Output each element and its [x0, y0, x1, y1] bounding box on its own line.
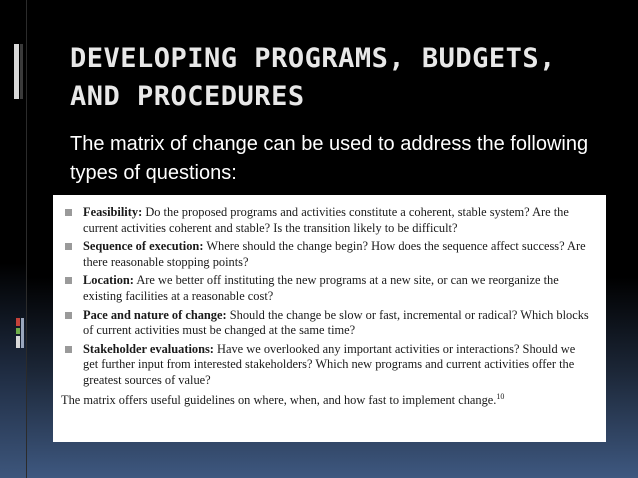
title-line: AND PROCEDURES	[70, 81, 305, 112]
list-item	[83, 342, 592, 389]
item-text: Have we overlooked any important activities or interactions? Should we get further input from interested stakeholders? Which new programs and current activities offer the greatest sources of value?	[83, 341, 576, 387]
accent-mark	[21, 318, 24, 348]
accent-mark	[14, 44, 19, 99]
list-item	[83, 205, 592, 236]
square-bullet-icon	[65, 312, 72, 319]
item-term: Location:	[83, 273, 134, 288]
list-item	[83, 308, 592, 339]
square-bullet-icon	[65, 277, 72, 284]
questions-panel	[53, 195, 606, 442]
square-bullet-icon	[65, 243, 72, 250]
summary-sentence: The matrix offers useful guidelines on where, when, and how fast to implement change.	[61, 392, 497, 407]
slide-title	[70, 40, 590, 116]
item-text: Where should the change begin? How does the sequence affect success? Are there reasonable stopping points?	[83, 239, 586, 269]
summary-text	[61, 393, 592, 409]
intro-text: The matrix of change can be used to address the following types of questions:	[70, 133, 589, 184]
footnote-marker: 10	[496, 391, 505, 401]
list-item	[83, 239, 592, 270]
item-text: Do the proposed programs and activities constitute a coherent, stable system? Are the current activities coherent and stable? Is the transition likely to be difficult?	[83, 205, 569, 235]
item-term: Stakeholder evaluations:	[83, 341, 214, 356]
item-term: Feasibility:	[83, 205, 143, 219]
list-item	[83, 273, 592, 304]
square-bullet-icon	[65, 209, 72, 216]
title-line: DEVELOPING PROGRAMS, BUDGETS,	[70, 43, 556, 74]
accent-mark	[16, 336, 20, 348]
item-term: Sequence of execution:	[83, 239, 204, 254]
square-bullet-icon	[65, 346, 72, 353]
accent-mark	[20, 44, 23, 99]
accent-mark	[16, 328, 20, 334]
item-term: Pace and nature of change:	[83, 307, 227, 322]
item-text: Are we better off instituting the new programs at a new site, or can we reorganize the existing facilities at a reasonable cost?	[83, 273, 559, 303]
accent-mark	[16, 318, 20, 326]
item-text: Should the change be slow or fast, incremental or radical? Which blocks of current activities must be changed at the same time?	[83, 307, 589, 338]
